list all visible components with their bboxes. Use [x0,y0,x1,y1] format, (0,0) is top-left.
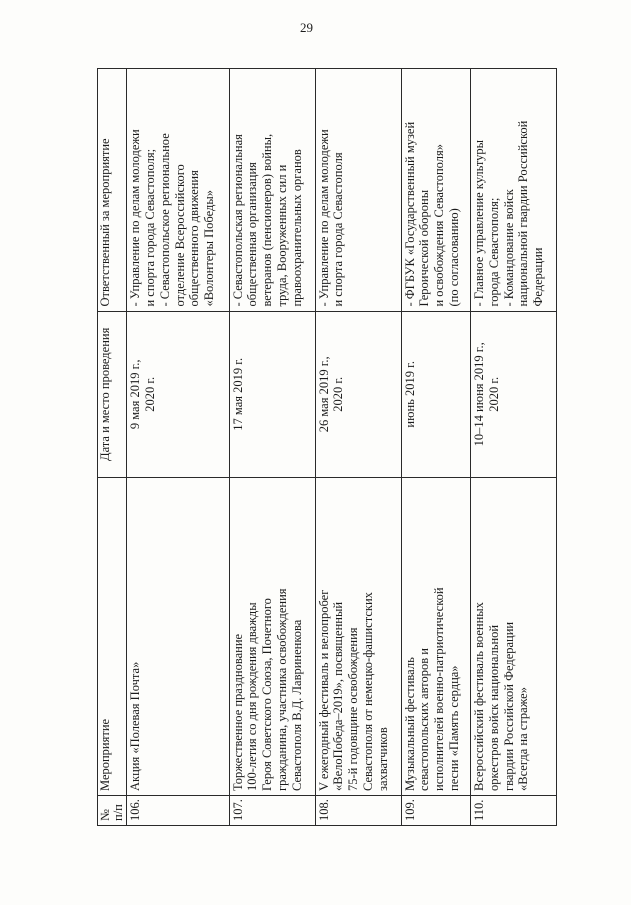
event-cell-line: захватчиков [375,727,390,791]
responsible-cell-line: города Севастополя; [486,197,501,307]
date-cell-line: июнь 2019 г. [402,361,417,428]
event-cell-line: оркестров войск национальной [486,624,501,791]
event-cell-line: Героя Советского Союза, Почетного [260,598,275,791]
responsible-cell [127,69,229,312]
header-num-line-1: № [98,809,112,821]
date-cell-line: 2020 г. [143,376,157,412]
responsible-cell-line: национальной гвардии Российской [516,120,531,307]
responsible-cell-line: и освобождения Севастополя» [432,144,447,307]
date-cell-line: 2020 г. [331,376,346,412]
responsible-cell-line: и спорта города Севастополя [331,152,346,307]
event-cell [229,478,315,796]
event-cell [401,478,470,796]
event-cell-line: 75-й годовщине освобождения [346,627,361,791]
table-row [229,69,315,826]
responsible-cell-line: - ФГБУК «Государственный музей [402,121,417,307]
event-cell-line: V ежегодный фестиваль и велопробег [316,589,331,791]
header-responsible: Ответственный за мероприятие [98,69,127,312]
responsible-cell-line: общественного движения [187,170,202,307]
table-row [127,69,229,826]
date-cell [229,311,315,478]
date-cell-line: 2020 г. [486,376,501,412]
table-row [401,69,470,826]
date-cell-line: 17 мая 2019 г. [230,357,245,431]
table-row [471,69,557,826]
event-cell-line: 100-летия со дня рождения дважды [245,602,260,791]
event-cell-line: Севастополя В.Д. Лавриненкова [289,619,304,791]
event-cell-line: исполнителей военно-патриотической [432,587,447,791]
responsible-cell-line: Героической обороны [417,189,432,307]
event-cell-line: Музыкальный фестиваль [402,657,417,791]
responsible-cell-line: (по согласованию) [446,208,461,307]
responsible-cell [401,69,470,312]
responsible-cell [471,69,557,312]
header-num-line-2: п/п [111,804,126,821]
row-number: 107. [229,796,315,826]
page-number: 29 [300,20,313,35]
responsible-cell-line: общественная организация [245,162,260,307]
date-cell [471,311,557,478]
responsible-cell-line: - Севастопольское региональное [157,133,172,307]
date-cell [127,311,229,478]
responsible-cell-line: «Волонтеры Победы» [202,190,216,307]
event-cell-line: Севастополя от немецко-фашистских [360,592,375,791]
responsible-cell-line: - Управление по делам молодежи [128,129,143,307]
row-number: 109. [401,796,470,826]
table-row [315,69,401,826]
event-cell-line: Торжественное празднование [230,633,245,791]
rotated-table-container [97,68,557,826]
row-number: 108. [315,796,401,826]
responsible-cell-line: отделение Всероссийского [172,164,187,307]
responsible-cell-line: труда, Вооруженных сил и [274,164,289,307]
event-cell [315,478,401,796]
responsible-cell [315,69,401,312]
header-event: Мероприятие [98,478,127,796]
responsible-cell-line: ветеранов (пенсионеров) войны, [260,133,275,307]
event-cell-line: севастопольских авторов и [417,648,432,791]
event-cell-line: гвардии Российской Федерации [501,621,516,791]
event-cell-line: Всероссийский фестиваль военных [472,602,486,791]
event-cell-line: Акция «Полевая Почта» [128,661,143,791]
event-cell-line: «ВелоПобеда–2019», посвященный [331,601,346,791]
event-cell-line: гражданина, участника освобождения [274,588,289,791]
responsible-cell-line: Федерации [531,247,545,307]
date-cell [401,311,470,478]
header-num [98,796,127,826]
responsible-cell [229,69,315,312]
event-cell-line: «Всегда на страже» [516,687,531,791]
row-number: 110. [471,796,557,826]
date-cell-line: 10–14 июня 2019 г., [472,342,486,447]
responsible-cell-line: - Командование войск [501,189,516,307]
event-cell-line: песни «Память сердца» [446,665,461,791]
table-body [127,69,557,826]
responsible-cell-line: и спорта города Севастополя; [143,148,157,307]
responsible-cell-line: правоохранительных органов [289,149,304,307]
event-cell [127,478,229,796]
date-cell-line: 26 мая 2019 г., [316,356,331,433]
date-cell [315,311,401,478]
event-cell [471,478,557,796]
responsible-cell-line: - Управление по делам молодежи [316,129,331,307]
header-date: Дата и место проведения [98,311,127,478]
date-cell-line: 9 мая 2019 г., [128,359,143,430]
responsible-cell-line: - Севастопольская региональная [230,134,245,307]
events-table [97,68,557,826]
responsible-cell-line: - Главное управление культуры [472,139,486,307]
table-header-row [98,69,127,826]
row-number: 106. [127,796,229,826]
